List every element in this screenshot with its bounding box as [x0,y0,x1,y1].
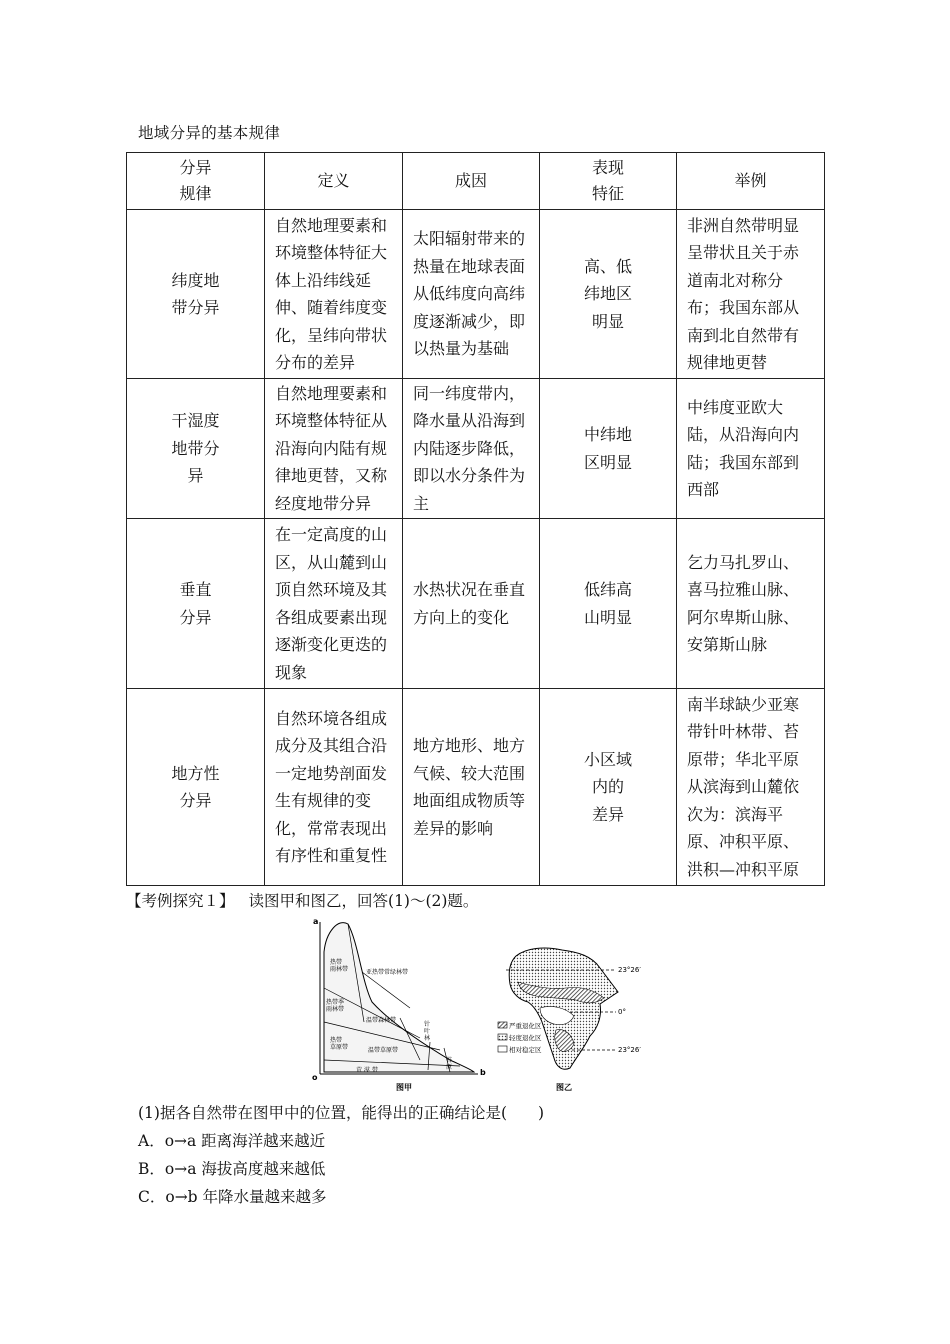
table-row [127,689,825,886]
header-feature: 表现 特征 [540,153,677,210]
figure-a [312,917,486,1092]
zone-label-coniferous: 针叶林 [424,1021,431,1042]
header-cause: 成因 [403,153,540,210]
zone-label-tundra: 苔原 [446,1057,453,1071]
lat-equator-label: 0° [618,1008,626,1016]
page-title: 地域分异的基本规律 [138,124,281,142]
figure-b-caption: 图乙 [556,1083,572,1092]
zone-label-desert: 荒 漠 带 [356,1067,378,1074]
header-definition: 定义 [265,153,403,210]
cell-example: 非洲自然带明显呈带状且关于赤道南北对称分布；我国东部从南到北自然带有规律地更替 [677,210,825,379]
table-row [127,519,825,689]
cell-cause: 同一纬度带内，降水量从沿海到内陆逐步降低，即以水分条件为主 [403,379,540,519]
header-example: 举例 [677,153,825,210]
zone-label-tropical-monsoon: 热带季雨林带 [326,999,345,1013]
legend-stable-swatch [498,1046,507,1052]
cell-cause: 水热状况在垂直方向上的变化 [403,519,540,689]
cell-feature: 低纬高 山明显 [540,519,677,689]
question-stem: (1)据各自然带在图甲中的位置，能得出的正确结论是( ) [138,1104,545,1122]
lat-north-label: 23°26′ [618,966,641,974]
figure-a-caption: 图甲 [396,1083,412,1092]
cell-definition: 自然地理要素和环境整体特征从沿海向内陆有规律地更替，又称经度地带分异 [265,379,403,519]
option-b: B．o→a 海拔高度越来越低 [138,1160,326,1178]
figure-b [498,948,641,1092]
cell-definition: 在一定高度的山区，从山麓到山顶自然环境及其各组成要素出现逐渐变化更迭的现象 [265,519,403,689]
cell-definition: 自然地理要素和环境整体特征大体上沿纬线延伸、随着纬度变化，呈纬向带状分布的差异 [265,210,403,379]
cell-example: 南半球缺少亚寒带针叶林带、苔原带；华北平原从滨海到山麓依次为：滨海平原、冲积平原、洪积—冲积平原 [677,689,825,886]
zone-label-tropical-grass: 热带草原带 [330,1037,349,1051]
legend-stable-label: 相对稳定区 [509,1046,542,1054]
legend-light-swatch [498,1034,507,1040]
legend-severe-label: 严重退化区 [509,1022,542,1030]
exam-text: 读图甲和图乙，回答(1)～(2)题。 [248,892,479,910]
cell-law: 垂直 分异 [127,519,265,689]
origin-label: o [312,1073,318,1082]
cell-feature: 中纬地 区明显 [540,379,677,519]
cell-law: 干湿度 地带分 异 [127,379,265,519]
legend-severe-swatch [498,1022,507,1028]
lat-south-label: 23°26′ [618,1046,641,1054]
option-c: C．o→b 年降水量越来越多 [138,1188,327,1206]
table-header-row [127,153,825,210]
cell-feature: 高、低 纬地区 明显 [540,210,677,379]
zone-label-temperate-grass: 温带草原带 [368,1047,399,1054]
legend-light-label: 轻度退化区 [509,1034,542,1042]
zone-label-temperate-forest: 温带森林带 [366,1017,397,1024]
axis-a-label: a [313,917,319,926]
figures [300,912,660,1102]
cell-example: 乞力马扎罗山、喜马拉雅山脉、阿尔卑斯山脉、安第斯山脉 [677,519,825,689]
cell-cause: 太阳辐射带来的热量在地球表面从低纬度向高纬度逐渐减少，即以热量为基础 [403,210,540,379]
exam-tag: 【考例探究１】 [126,892,235,910]
cell-example: 中纬度亚欧大陆，从沿海向内陆；我国东部到西部 [677,379,825,519]
table-row [127,379,825,519]
cell-law: 地方性 分异 [127,689,265,886]
cell-law: 纬度地 带分异 [127,210,265,379]
cell-definition: 自然环境各组成成分及其组合沿一定地势剖面发生有规律的变化，常常表现出有序性和重复性 [265,689,403,886]
cell-feature: 小区域 内的 差异 [540,689,677,886]
table-row [127,210,825,379]
regularity-table [126,152,825,886]
zone-label-subtropical: 亚热带常绿林带 [366,969,409,976]
zone-label-tropical-rain: 热带雨林带 [330,959,349,973]
header-law: 分异 规律 [127,153,265,210]
axis-b-label: b [480,1068,486,1077]
option-a: A．o→a 距离海洋越来越近 [138,1132,326,1150]
exam-prompt [126,889,478,911]
cell-cause: 地方地形、地方气候、较大范围地面组成物质等差异的影响 [403,689,540,886]
